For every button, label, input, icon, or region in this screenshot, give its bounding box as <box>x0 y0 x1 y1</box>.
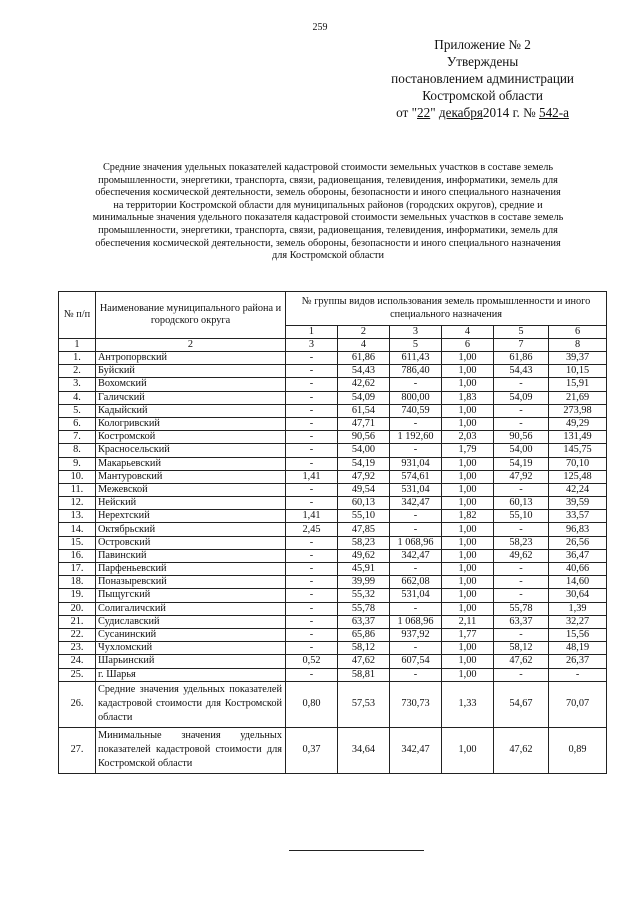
column-index: 4 <box>338 339 390 352</box>
resolution-number: 542-а <box>538 105 569 120</box>
group-value: 125,48 <box>549 470 607 483</box>
group-value: 55,32 <box>338 589 390 602</box>
group-value: 58,23 <box>494 536 549 549</box>
column-index: 5 <box>390 339 442 352</box>
signature-line <box>289 850 424 851</box>
group-value: 1,00 <box>442 365 494 378</box>
row-number: 10. <box>59 470 96 483</box>
group-value: - <box>286 378 338 391</box>
group-value: - <box>286 602 338 615</box>
group-value: 531,04 <box>390 589 442 602</box>
group-value: 70,07 <box>549 681 607 727</box>
row-number: 20. <box>59 602 96 615</box>
group-value: - <box>390 602 442 615</box>
group-value: 574,61 <box>390 470 442 483</box>
group-value: - <box>494 668 549 681</box>
district-name: Сусанинский <box>96 628 286 641</box>
group-value: - <box>494 404 549 417</box>
group-value: 0,37 <box>286 727 338 773</box>
group-value: 1,33 <box>442 681 494 727</box>
group-value: 39,37 <box>549 352 607 365</box>
group-header: № группы видов использования земель промышленности и иного специального назначения <box>286 292 607 326</box>
group-value: 96,83 <box>549 523 607 536</box>
group-value: 0,80 <box>286 681 338 727</box>
group-value: 1,82 <box>442 510 494 523</box>
group-value: - <box>286 365 338 378</box>
group-value: 931,04 <box>390 457 442 470</box>
row-number: 21. <box>59 615 96 628</box>
group-value: - <box>494 563 549 576</box>
group-value: - <box>286 497 338 510</box>
group-value: 47,62 <box>338 655 390 668</box>
group-value: 54,43 <box>494 365 549 378</box>
group-value: - <box>390 444 442 457</box>
col-num-header: № п/п <box>59 292 96 339</box>
group-value: 58,12 <box>494 642 549 655</box>
row-number: 8. <box>59 444 96 457</box>
group-value: 58,23 <box>338 536 390 549</box>
row-number: 15. <box>59 536 96 549</box>
district-name: Средние значения удельных показателей кадастровой стоимости для Костромской области <box>96 681 286 727</box>
table-row <box>59 391 607 404</box>
group-value: 63,37 <box>494 615 549 628</box>
group-value: 32,27 <box>549 615 607 628</box>
approval-region: Костромской области <box>422 88 543 103</box>
table-row <box>59 483 607 496</box>
group-value: - <box>286 483 338 496</box>
group-value: 60,13 <box>338 497 390 510</box>
group-value: 90,56 <box>338 431 390 444</box>
district-name: Вохомский <box>96 378 286 391</box>
district-name: Нерехтский <box>96 510 286 523</box>
group-value: 10,15 <box>549 365 607 378</box>
group-value: 273,98 <box>549 404 607 417</box>
table-row <box>59 444 607 457</box>
group-value: 33,57 <box>549 510 607 523</box>
group-value: 47,92 <box>338 470 390 483</box>
group-value: - <box>390 642 442 655</box>
table-row <box>59 642 607 655</box>
group-value: 342,47 <box>390 727 442 773</box>
group-number: 2 <box>338 326 390 339</box>
group-value: 1,00 <box>442 576 494 589</box>
group-value: 2,45 <box>286 523 338 536</box>
row-number: 22. <box>59 628 96 641</box>
district-name: Поназыревский <box>96 576 286 589</box>
group-value: 55,10 <box>338 510 390 523</box>
group-value: 54,43 <box>338 365 390 378</box>
group-value: 1,00 <box>442 523 494 536</box>
table-row <box>59 523 607 536</box>
group-value: 800,00 <box>390 391 442 404</box>
group-value: 47,62 <box>494 655 549 668</box>
group-value: 49,62 <box>338 549 390 562</box>
group-value: 342,47 <box>390 549 442 562</box>
district-name: Красносельский <box>96 444 286 457</box>
table-row <box>59 668 607 681</box>
row-number: 18. <box>59 576 96 589</box>
table-row <box>59 615 607 628</box>
group-value: 1,00 <box>442 589 494 602</box>
group-value: 1,77 <box>442 628 494 641</box>
group-value: 1 068,96 <box>390 615 442 628</box>
heading-line: минимальные значения удельного показателя кадастровой стоимости земельных участков в составе земель <box>92 212 564 224</box>
row-number: 5. <box>59 404 96 417</box>
group-value: 61,86 <box>494 352 549 365</box>
group-value: 70,10 <box>549 457 607 470</box>
group-value: 1,00 <box>442 727 494 773</box>
document-heading <box>58 162 598 263</box>
group-value: - <box>286 536 338 549</box>
col-name-header: Наименование муниципального района и городского округа <box>96 292 286 339</box>
district-name: Островский <box>96 536 286 549</box>
heading-line: обеспечения космической деятельности, земель обороны, безопасности и иного специального назначения <box>95 187 561 199</box>
district-name: Кологривский <box>96 417 286 430</box>
group-value: 611,43 <box>390 352 442 365</box>
table-row <box>59 497 607 510</box>
group-value: 1,00 <box>442 536 494 549</box>
date-year: 2014 г. № <box>482 105 539 120</box>
heading-line: промышленности, энергетики, транспорта, связи, радиовещания, телевидения, информатики, земель для <box>98 174 558 186</box>
group-value: 61,54 <box>338 404 390 417</box>
district-name: Судиславский <box>96 615 286 628</box>
row-number: 12. <box>59 497 96 510</box>
group-value: 2,03 <box>442 431 494 444</box>
row-number: 1. <box>59 352 96 365</box>
group-value: - <box>494 523 549 536</box>
row-number: 17. <box>59 563 96 576</box>
group-value: 1,00 <box>442 417 494 430</box>
group-value: 1,39 <box>549 602 607 615</box>
group-value: 54,00 <box>494 444 549 457</box>
row-number: 7. <box>59 431 96 444</box>
row-number: 3. <box>59 378 96 391</box>
group-value: 54,67 <box>494 681 549 727</box>
group-value: 55,10 <box>494 510 549 523</box>
date-mid: " <box>430 105 439 120</box>
district-name: Шарьинский <box>96 655 286 668</box>
group-value: 48,19 <box>549 642 607 655</box>
group-value: 1,00 <box>442 602 494 615</box>
group-value: 49,54 <box>338 483 390 496</box>
group-value: 54,19 <box>494 457 549 470</box>
group-value: - <box>390 378 442 391</box>
heading-line: Средние значения удельных показателей кадастровой стоимости земельных участков в составе земель <box>102 162 554 173</box>
group-number: 5 <box>494 326 549 339</box>
district-name: Октябрьский <box>96 523 286 536</box>
group-value: 58,12 <box>338 642 390 655</box>
table-row <box>59 549 607 562</box>
group-value: 54,09 <box>494 391 549 404</box>
group-value: - <box>286 615 338 628</box>
table-row <box>59 628 607 641</box>
approval-resolution: постановлением администрации <box>391 71 574 86</box>
district-name: Пыщугский <box>96 589 286 602</box>
group-value: 49,29 <box>549 417 607 430</box>
group-value: 49,62 <box>494 549 549 562</box>
row-number: 23. <box>59 642 96 655</box>
district-name: Антропорвский <box>96 352 286 365</box>
summary-row <box>59 727 607 773</box>
group-value: - <box>286 628 338 641</box>
group-value: 39,99 <box>338 576 390 589</box>
heading-line: для Костромской области <box>272 250 384 262</box>
district-name: Межевской <box>96 483 286 496</box>
group-value: 36,47 <box>549 549 607 562</box>
group-value: 30,64 <box>549 589 607 602</box>
row-number: 4. <box>59 391 96 404</box>
group-value: 45,91 <box>338 563 390 576</box>
group-value: 937,92 <box>390 628 442 641</box>
group-value: 61,86 <box>338 352 390 365</box>
group-value: - <box>494 378 549 391</box>
approval-appendix: Приложение № 2 <box>434 37 531 52</box>
table-row <box>59 352 607 365</box>
table-row <box>59 510 607 523</box>
district-name: Парфеньевский <box>96 563 286 576</box>
group-value: 60,13 <box>494 497 549 510</box>
row-number: 27. <box>59 727 96 773</box>
group-value: - <box>286 352 338 365</box>
table-row <box>59 404 607 417</box>
group-value: 42,62 <box>338 378 390 391</box>
group-value: 47,92 <box>494 470 549 483</box>
group-value: 54,09 <box>338 391 390 404</box>
group-value: - <box>390 510 442 523</box>
group-value: 1,41 <box>286 510 338 523</box>
group-value: - <box>494 483 549 496</box>
table-row <box>59 655 607 668</box>
group-value: 145,75 <box>549 444 607 457</box>
group-value: - <box>390 523 442 536</box>
district-name: Буйский <box>96 365 286 378</box>
page-number: 259 <box>312 22 328 33</box>
group-value: - <box>286 391 338 404</box>
group-value: 1,00 <box>442 352 494 365</box>
table-row <box>59 602 607 615</box>
table-row <box>59 536 607 549</box>
row-number: 26. <box>59 681 96 727</box>
group-value: 531,04 <box>390 483 442 496</box>
column-index: 8 <box>549 339 607 352</box>
approval-date <box>391 104 574 121</box>
table-row <box>59 589 607 602</box>
group-value: 662,08 <box>390 576 442 589</box>
group-value: 47,85 <box>338 523 390 536</box>
group-value: 1,00 <box>442 655 494 668</box>
row-number: 24. <box>59 655 96 668</box>
column-index: 6 <box>442 339 494 352</box>
group-value: 54,19 <box>338 457 390 470</box>
row-number: 6. <box>59 417 96 430</box>
table-row <box>59 576 607 589</box>
approval-approved: Утверждены <box>446 54 519 69</box>
group-value: 21,69 <box>549 391 607 404</box>
group-value: - <box>390 563 442 576</box>
group-value: - <box>390 417 442 430</box>
district-name: Кадыйский <box>96 404 286 417</box>
group-value: 342,47 <box>390 497 442 510</box>
row-number: 13. <box>59 510 96 523</box>
group-value: 1,00 <box>442 497 494 510</box>
table-row <box>59 431 607 444</box>
column-index: 1 <box>59 339 96 352</box>
group-value: 58,81 <box>338 668 390 681</box>
group-value: - <box>286 642 338 655</box>
group-value: - <box>286 549 338 562</box>
row-number: 9. <box>59 457 96 470</box>
group-value: - <box>286 417 338 430</box>
group-value: 0,89 <box>549 727 607 773</box>
group-value: 1,41 <box>286 470 338 483</box>
table-row <box>59 417 607 430</box>
group-number: 3 <box>390 326 442 339</box>
district-name: Чухломский <box>96 642 286 655</box>
group-value: 40,66 <box>549 563 607 576</box>
table-row <box>59 470 607 483</box>
group-value: 26,56 <box>549 536 607 549</box>
group-value: 55,78 <box>338 602 390 615</box>
group-number: 1 <box>286 326 338 339</box>
group-value: 42,24 <box>549 483 607 496</box>
group-value: 1,00 <box>442 549 494 562</box>
approval-block <box>391 36 574 121</box>
summary-row <box>59 681 607 727</box>
heading-line: на территории Костромской области для муниципальных районов (городских округов), средние и <box>113 199 543 211</box>
group-value: 55,78 <box>494 602 549 615</box>
group-value: 2,11 <box>442 615 494 628</box>
group-value: 1,00 <box>442 457 494 470</box>
group-value: - <box>286 576 338 589</box>
group-number: 6 <box>549 326 607 339</box>
group-value: - <box>286 457 338 470</box>
group-value: 0,52 <box>286 655 338 668</box>
heading-line: обеспечения космической деятельности, земель обороны, безопасности и иного специального назначения <box>95 237 561 249</box>
group-value: 1 192,60 <box>390 431 442 444</box>
column-index: 2 <box>96 339 286 352</box>
table-row <box>59 365 607 378</box>
group-value: 740,59 <box>390 404 442 417</box>
group-value: - <box>494 589 549 602</box>
group-value: 1,00 <box>442 404 494 417</box>
group-value: 15,91 <box>549 378 607 391</box>
group-value: - <box>494 576 549 589</box>
row-number: 11. <box>59 483 96 496</box>
district-name: Минимальные значения удельных показателей кадастровой стоимости для Костромской области <box>96 727 286 773</box>
group-value: - <box>494 417 549 430</box>
row-number: 14. <box>59 523 96 536</box>
table-row <box>59 457 607 470</box>
row-number: 2. <box>59 365 96 378</box>
row-number: 19. <box>59 589 96 602</box>
group-value: 15,56 <box>549 628 607 641</box>
group-value: 90,56 <box>494 431 549 444</box>
district-name: Костромской <box>96 431 286 444</box>
group-number: 4 <box>442 326 494 339</box>
group-value: - <box>286 563 338 576</box>
group-value: - <box>286 589 338 602</box>
group-value: 786,40 <box>390 365 442 378</box>
group-value: 1,00 <box>442 642 494 655</box>
district-name: Мантуровский <box>96 470 286 483</box>
table-row <box>59 563 607 576</box>
group-value: 14,60 <box>549 576 607 589</box>
group-value: 1,00 <box>442 470 494 483</box>
group-value: 47,62 <box>494 727 549 773</box>
cadastral-values-table <box>58 291 607 774</box>
group-value: 607,54 <box>390 655 442 668</box>
column-index: 7 <box>494 339 549 352</box>
district-name: Солигаличский <box>96 602 286 615</box>
group-value: 1 068,96 <box>390 536 442 549</box>
group-value: 39,59 <box>549 497 607 510</box>
group-value: 1,00 <box>442 668 494 681</box>
group-value: - <box>286 668 338 681</box>
group-value: 1,79 <box>442 444 494 457</box>
column-index-row <box>59 339 607 352</box>
group-value: 54,00 <box>338 444 390 457</box>
group-value: 57,53 <box>338 681 390 727</box>
group-value: 131,49 <box>549 431 607 444</box>
group-value: 1,00 <box>442 483 494 496</box>
table-row <box>59 378 607 391</box>
date-month: декабря <box>438 105 483 120</box>
district-name: Павинский <box>96 549 286 562</box>
group-value: 1,00 <box>442 378 494 391</box>
group-value: - <box>390 668 442 681</box>
group-value: 34,64 <box>338 727 390 773</box>
column-index: 3 <box>286 339 338 352</box>
heading-line: промышленности, энергетики, транспорта, связи, радиовещания, телевидения, информатики, земель для <box>98 224 558 236</box>
district-name: Макарьевский <box>96 457 286 470</box>
group-value: - <box>286 444 338 457</box>
group-value: - <box>494 628 549 641</box>
group-value: 730,73 <box>390 681 442 727</box>
district-name: г. Шарья <box>96 668 286 681</box>
group-value: 47,71 <box>338 417 390 430</box>
row-number: 16. <box>59 549 96 562</box>
group-value: 1,00 <box>442 563 494 576</box>
date-prefix: от " <box>396 105 418 120</box>
row-number: 25. <box>59 668 96 681</box>
district-name: Галичский <box>96 391 286 404</box>
group-value: 65,86 <box>338 628 390 641</box>
group-value: 1,83 <box>442 391 494 404</box>
group-value: - <box>286 431 338 444</box>
date-day: 22 <box>417 105 431 120</box>
group-value: 63,37 <box>338 615 390 628</box>
group-value: 26,37 <box>549 655 607 668</box>
district-name: Нейский <box>96 497 286 510</box>
group-value: - <box>549 668 607 681</box>
header-row <box>59 292 607 326</box>
group-value: - <box>286 404 338 417</box>
